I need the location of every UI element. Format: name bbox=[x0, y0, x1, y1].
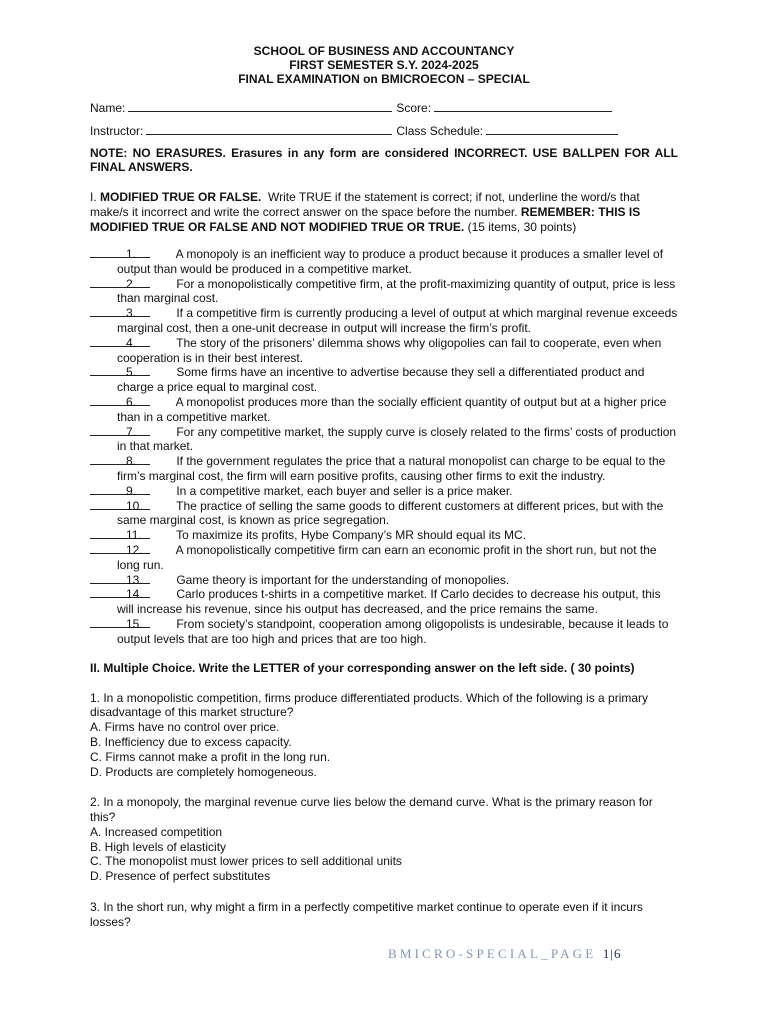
item-number: 1. bbox=[126, 247, 137, 261]
section1-title: MODIFIED TRUE OR FALSE. bbox=[100, 190, 262, 204]
tf-item bbox=[90, 454, 678, 484]
tf-item bbox=[90, 306, 678, 336]
section1-intro bbox=[90, 190, 678, 235]
item-text: If a competitive firm is currently producing a level of output at which marginal revenue exceeds marginal cost, then a one-unit decrease in output will increase the firm’s profit. bbox=[117, 306, 678, 335]
item-text: If the government regulates the price that a natural monopolist can charge to be equal to the firm’s marginal cost, the firm will earn positive profits, causing other firms to exit the industry. bbox=[117, 454, 666, 483]
item-text: To maximize its profits, Hybe Company’s MR should equal its MC. bbox=[176, 528, 527, 543]
tf-item bbox=[90, 543, 678, 573]
tf-item bbox=[90, 247, 678, 277]
mcq-option: B. Inefficiency due to excess capacity. bbox=[90, 734, 292, 749]
item-number: 4. bbox=[126, 335, 137, 350]
schedule-field[interactable] bbox=[486, 123, 618, 135]
item-number: 11. bbox=[126, 528, 142, 543]
section1-instruction: Write TRUE if the statement is correct; if not, underline the word/s that make/s it incorrect and write the correct answer on the space before the number. bbox=[90, 190, 640, 219]
item-text: A monopolist produces more than the socially efficient quantity of output but at a higher price than in a competitive market. bbox=[117, 394, 667, 424]
item-text: Game theory is important for the understanding of monopolies. bbox=[176, 572, 510, 587]
question-text: 1. In a monopolistic competition, firms produce differentiated products. Which of the following is a primary disadvantage of this market structure? bbox=[90, 690, 649, 720]
item-text: The story of the prisoners’ dilemma shows why oligopolies can fail to cooperate, even when cooperation is in their best interest. bbox=[117, 335, 662, 365]
question-text: 2. In a monopoly, the marginal revenue curve lies below the demand curve. What is the primary reason for this? bbox=[90, 795, 653, 825]
tf-item bbox=[90, 484, 678, 499]
item-text: Some firms have an incentive to advertise because they sell a differentiated product and charge a price equal to marginal cost. bbox=[117, 365, 645, 395]
mcq-option: A. Increased competition bbox=[90, 824, 223, 839]
section2-title: II. Multiple Choice. Write the LETTER of your corresponding answer on the left side. ( 30 points) bbox=[90, 660, 635, 675]
mcq-option: C. Firms cannot make a profit in the long run. bbox=[90, 749, 331, 764]
answer-blank[interactable] bbox=[90, 425, 150, 436]
item-number: 2. bbox=[126, 276, 137, 291]
answer-blank[interactable] bbox=[90, 454, 150, 465]
tf-item bbox=[90, 617, 678, 647]
exam-title: FINAL EXAMINATION on BMICROECON – SPECIAL bbox=[238, 72, 530, 86]
instructor-field[interactable] bbox=[146, 123, 392, 135]
answer-blank[interactable] bbox=[90, 277, 150, 288]
school-name: SCHOOL OF BUSINESS AND ACCOUNTANCY bbox=[253, 44, 515, 58]
schedule-label: Class Schedule: bbox=[396, 124, 484, 138]
mcq-option: D. Presence of perfect substitutes bbox=[90, 869, 271, 884]
item-text: In a competitive market, each buyer and seller is a price maker. bbox=[176, 483, 513, 498]
answer-blank[interactable] bbox=[90, 336, 150, 347]
tf-item bbox=[90, 277, 678, 307]
tf-item bbox=[90, 336, 678, 366]
name-field[interactable] bbox=[128, 100, 392, 112]
page-footer bbox=[388, 946, 621, 962]
item-text: A monopolistically competitive firm can earn an economic profit in the short run, but not the long run. bbox=[117, 542, 657, 572]
answer-blank[interactable] bbox=[90, 365, 150, 376]
item-number: 7. bbox=[126, 424, 137, 439]
item-number: 9. bbox=[126, 483, 137, 498]
answer-blank[interactable] bbox=[90, 306, 150, 317]
item-text: From society’s standpoint, cooperation among oligopolists is undesirable, because it leads to output levels that are too high and prices that are too high. bbox=[117, 616, 669, 646]
exam-header bbox=[90, 44, 678, 86]
tf-item bbox=[90, 499, 678, 529]
item-text: For a monopolistically competitive firm, at the profit-maximizing quantity of output, price is less than marginal cost. bbox=[117, 276, 676, 306]
instructor-label: Instructor: bbox=[90, 124, 144, 138]
item-number: 6. bbox=[126, 394, 137, 409]
mcq-list bbox=[90, 691, 678, 930]
item-number: 8. bbox=[126, 454, 137, 469]
mcq-option: D. Products are completely homogeneous. bbox=[90, 764, 317, 779]
item-number: 10. bbox=[126, 498, 143, 513]
section1-points: (15 items, 30 points) bbox=[467, 220, 577, 234]
tf-item bbox=[90, 425, 678, 455]
score-label: Score: bbox=[396, 101, 432, 115]
student-fields bbox=[90, 100, 678, 138]
tf-item bbox=[90, 573, 678, 588]
answer-blank[interactable] bbox=[90, 395, 150, 406]
footer-text: BMICRO-SPECIAL_PAGE bbox=[388, 946, 603, 961]
item-text: A monopoly is an inefficient way to produce a product because it produces a smaller level of output than would be produced in a competitive market. bbox=[117, 247, 664, 276]
answer-blank[interactable] bbox=[90, 247, 150, 258]
mcq-question bbox=[90, 900, 678, 930]
tf-item bbox=[90, 587, 678, 617]
semester-line: FIRST SEMESTER S.Y. 2024-2025 bbox=[289, 58, 479, 72]
mcq-option: B. High levels of elasticity bbox=[90, 839, 227, 854]
item-number: 13. bbox=[126, 572, 143, 587]
page-number: 1|6 bbox=[602, 946, 622, 961]
name-label: Name: bbox=[90, 101, 126, 115]
tf-items-list bbox=[90, 247, 678, 647]
item-text: Carlo produces t-shirts in a competitive market. If Carlo decides to decrease his output, this will increase his revenue, since his output has decreased, and the price remains the same. bbox=[117, 587, 661, 617]
question-text: 3. In the short run, why might a firm in a perfectly competitive market continue to operate even if it incurs losses? bbox=[90, 900, 643, 929]
mcq-option: C. The monopolist must lower prices to sell additional units bbox=[90, 854, 402, 869]
section1-num: I. bbox=[90, 190, 97, 204]
mcq-question bbox=[90, 795, 678, 884]
item-text: The practice of selling the same goods to different customers at different prices, but with the same marginal cost, is known as price segregation. bbox=[117, 498, 664, 528]
tf-item bbox=[90, 528, 678, 543]
exam-page bbox=[90, 44, 678, 930]
score-field[interactable] bbox=[434, 100, 612, 112]
tf-item bbox=[90, 365, 678, 395]
item-number: 15. bbox=[126, 616, 143, 631]
section1-remember: REMEMBER: THIS IS MODIFIED TRUE OR FALSE AND NOT MODIFIED TRUE OR TRUE. bbox=[90, 205, 641, 234]
item-number: 14. bbox=[126, 587, 143, 602]
exam-note: NOTE: NO ERASURES. Erasures in any form are considered INCORRECT. USE BALLPEN FOR ALL FINAL ANSWERS. bbox=[90, 146, 678, 174]
mcq-option: A. Firms have no control over price. bbox=[90, 720, 280, 735]
tf-item bbox=[90, 395, 678, 425]
item-number: 5. bbox=[126, 365, 137, 380]
mcq-question bbox=[90, 691, 678, 780]
item-text: For any competitive market, the supply curve is closely related to the firms’ costs of production in that market. bbox=[117, 424, 677, 454]
item-number: 12. bbox=[126, 542, 143, 557]
item-number: 3. bbox=[126, 306, 137, 321]
answer-blank[interactable] bbox=[90, 484, 150, 495]
